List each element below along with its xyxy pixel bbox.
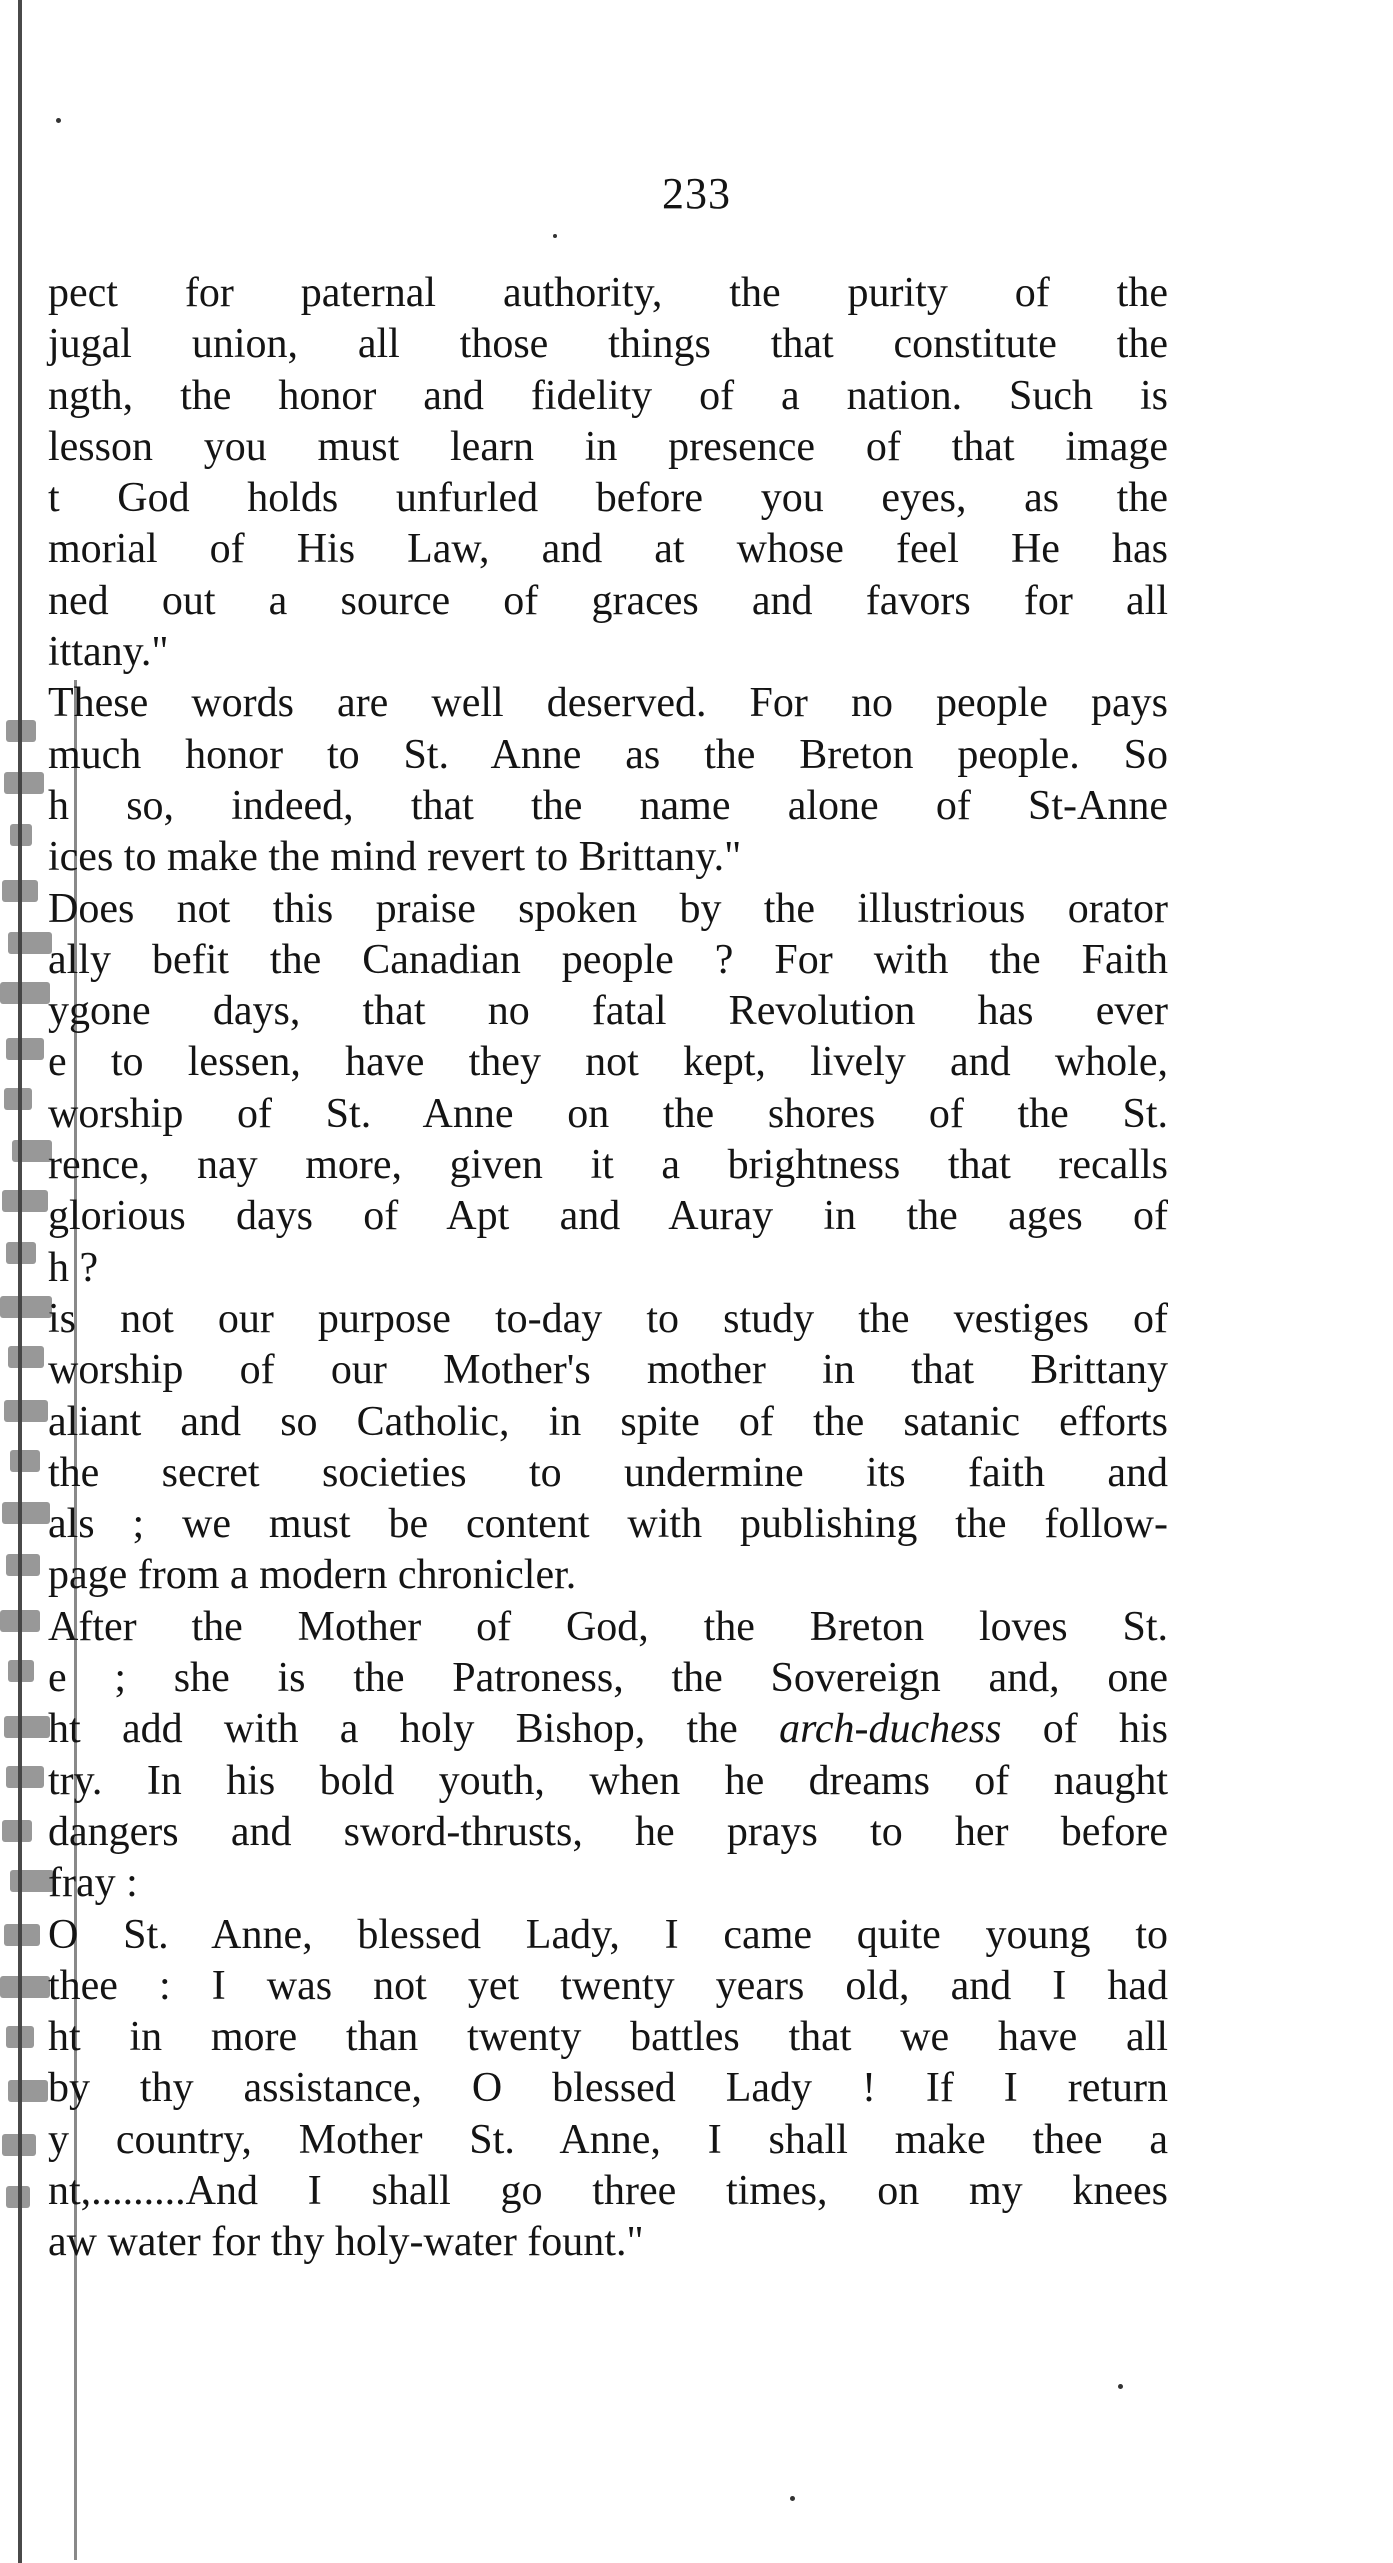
bleed-mark	[6, 1242, 36, 1264]
bleed-mark	[8, 932, 52, 954]
text-line: morial of His Law, and at whose feel He has	[48, 526, 1168, 573]
bleed-mark	[6, 1554, 40, 1576]
text-line: Does not this praise spoken by the illustrious orator	[48, 885, 1168, 932]
text-line: by thy assistance, O blessed Lady ! If I return	[48, 2065, 1168, 2112]
text-line: fray :	[48, 1860, 138, 1907]
bleed-mark	[6, 1766, 44, 1788]
text-line: y country, Mother St. Anne, I shall make thee a	[48, 2116, 1168, 2163]
text-line: als ; we must be content with publishing the follow-	[48, 1501, 1168, 1548]
bleed-mark	[6, 2026, 34, 2048]
text-line: e ; she is the Patroness, the Sovereign and, one	[48, 1655, 1168, 1702]
bleed-mark	[4, 1924, 40, 1946]
text-line: O St. Anne, blessed Lady, I came quite young to	[48, 1911, 1168, 1958]
text-line: ngth, the honor and fidelity of a nation. Such is	[48, 372, 1168, 419]
bleed-mark	[2, 880, 38, 902]
bleed-mark	[4, 772, 44, 794]
bleed-mark	[8, 2080, 48, 2102]
text-line: is not our purpose to-day to study the vestiges of	[48, 1295, 1168, 1342]
bleed-mark	[2, 1820, 32, 1842]
speck	[56, 118, 61, 123]
bleed-mark	[6, 720, 36, 742]
text-line: glorious days of Apt and Auray in the ages of	[48, 1193, 1168, 1240]
text-line: After the Mother of God, the Breton loves St.	[48, 1603, 1168, 1650]
text-line: rence, nay more, given it a brightness that recalls	[48, 1142, 1168, 1189]
text-line: ht in more than twenty battles that we have all	[48, 2014, 1168, 2061]
text-line: try. In his bold youth, when he dreams of naught	[48, 1757, 1168, 1804]
bleed-mark	[4, 1088, 32, 1110]
speck	[790, 2496, 795, 2501]
text-line: e to lessen, have they not kept, lively and whole,	[48, 1039, 1168, 1086]
text-line: nt,.........And I shall go three times, on my knees	[48, 2167, 1168, 2214]
bleed-mark	[2, 1502, 50, 1524]
bleed-mark	[4, 1716, 50, 1738]
text-line: ht add with a holy Bishop, the arch-duchess of his	[48, 1706, 1169, 1753]
bleed-mark	[0, 1296, 52, 1318]
speck	[553, 234, 557, 238]
bleed-mark	[4, 1400, 48, 1422]
bleed-mark	[0, 1610, 40, 1632]
bleed-mark	[2, 2134, 36, 2156]
text-line: jugal union, all those things that constitute the	[48, 321, 1168, 368]
text-line: worship of our Mother's mother in that Brittany	[48, 1347, 1168, 1394]
text-line: ally befit the Canadian people ? For with the Faith	[48, 936, 1168, 983]
body-text	[48, 268, 1168, 2269]
emphasis: arch-duchess	[779, 1706, 1002, 1753]
bleed-mark	[6, 1038, 44, 1060]
text-line: aliant and so Catholic, in spite of the satanic efforts	[48, 1398, 1168, 1445]
bleed-mark	[8, 1346, 44, 1368]
text-line: lesson you must learn in presence of that image	[48, 423, 1168, 470]
text-line: aw water for thy holy-water fount."	[48, 2219, 644, 2266]
bleed-mark	[6, 2186, 30, 2208]
text-line: h ?	[48, 1244, 99, 1291]
page-number: 233	[662, 169, 731, 218]
text-line: worship of St. Anne on the shores of the St.	[48, 1090, 1168, 1137]
text-line: t God holds unfurled before you eyes, as the	[48, 475, 1168, 522]
bleed-mark	[10, 1450, 40, 1472]
speck	[1118, 2384, 1123, 2389]
bleed-mark	[8, 1660, 34, 1682]
bleed-mark	[12, 1140, 52, 1162]
bleed-mark	[2, 1190, 48, 1212]
text-line: ittany."	[48, 629, 169, 676]
text-line: much honor to St. Anne as the Breton people. So	[48, 731, 1168, 778]
text-line: These words are well deserved. For no people pays	[48, 680, 1168, 727]
bleed-mark	[10, 824, 32, 846]
text-line: h so, indeed, that the name alone of St-Anne	[48, 782, 1168, 829]
text-line: ned out a source of graces and favors for all	[48, 577, 1168, 624]
text-line: ygone days, that no fatal Revolution has ever	[48, 988, 1168, 1035]
text-line: dangers and sword-thrusts, he prays to her before	[48, 1808, 1168, 1855]
text-line: page from a modern chronicler.	[48, 1552, 577, 1599]
text-line: thee : I was not yet twenty years old, and I had	[48, 1962, 1168, 2009]
bleed-mark	[0, 982, 50, 1004]
text-line: the secret societies to undermine its faith and	[48, 1449, 1168, 1496]
text-line: pect for paternal authority, the purity of the	[48, 270, 1168, 316]
text-line: ices to make the mind revert to Brittany."	[48, 834, 742, 881]
bleed-mark	[0, 1976, 50, 1998]
